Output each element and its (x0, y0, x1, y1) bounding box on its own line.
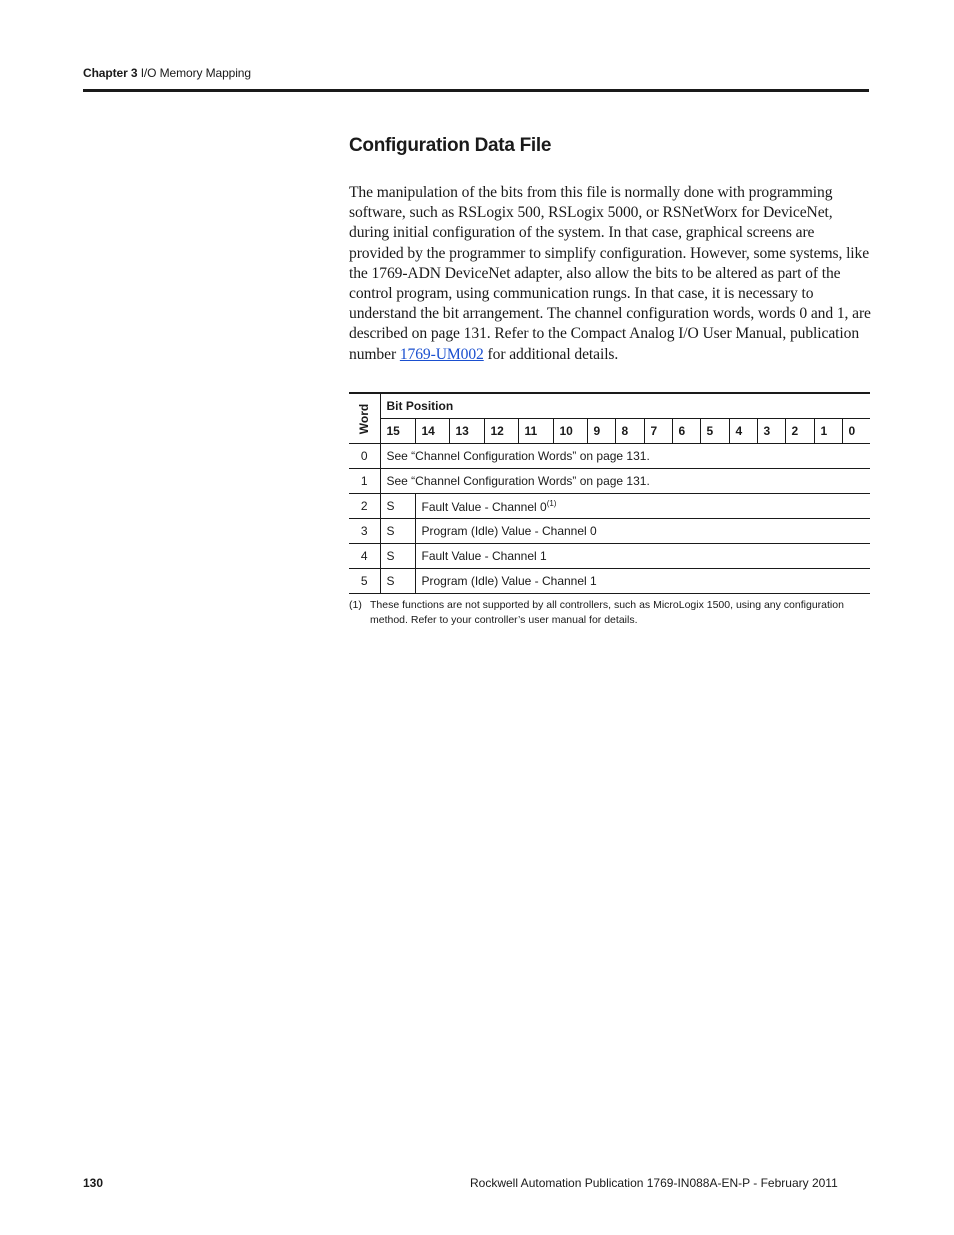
sign-bit: S (380, 494, 415, 519)
table-row (349, 444, 870, 469)
paragraph-text-end: for additional details. (483, 345, 619, 363)
bit-9: 9 (587, 419, 615, 444)
chapter-label: Chapter 3 (83, 66, 138, 80)
sign-bit: S (380, 569, 415, 594)
bit-12: 12 (484, 419, 518, 444)
bit-11: 11 (518, 419, 553, 444)
row-description: Program (Idle) Value - Channel 0 (415, 519, 870, 544)
bit-position-header: Bit Position (380, 393, 870, 419)
table-footnote (349, 598, 871, 628)
row-description: See “Channel Configuration Words” on page 131. (380, 444, 870, 469)
sign-bit: S (380, 519, 415, 544)
section-title: Configuration Data File (349, 135, 552, 156)
table-header-row (349, 393, 870, 419)
table-row (349, 469, 870, 494)
bit-7: 7 (644, 419, 672, 444)
table-row (349, 569, 870, 594)
bit-0: 0 (842, 419, 870, 444)
paragraph-text: The manipulation of the bits from this file is normally done with programming software, such as RSLogix 500, RSLogix 5000, or RSNetWorx for DeviceNet, during initial configuration of the system. In that case, graphical screens are provided by the programmer to simplify configuration. However, some systems, like the 1769-ADN DeviceNet adapter, also allow the bits to be altered as part of the control program, using communication rungs. In that case, it is necessary to understand the bit arrangement. The channel configuration words, words 0 and 1, are described on page 131. Refer to the Compact Analog I/O User Manual, publication number (349, 184, 871, 363)
footnote-mark: (1) (349, 599, 362, 611)
row-description: Fault Value - Channel 0$^{(1)}$ (415, 494, 870, 519)
word-number: 2 (349, 494, 380, 519)
footnote-ref: (1) (546, 498, 557, 508)
body-paragraph (349, 183, 871, 365)
row-description: Program (Idle) Value - Channel 1 (415, 569, 870, 594)
chapter-title: I/O Memory Mapping (140, 66, 251, 80)
bit-number-row (349, 419, 870, 444)
bit-3: 3 (757, 419, 785, 444)
word-number: 4 (349, 544, 380, 569)
table-row (349, 519, 870, 544)
row-description: Fault Value - Channel 1 (415, 544, 870, 569)
running-head (83, 66, 251, 80)
word-column-header: Word (349, 393, 380, 444)
table-row (349, 544, 870, 569)
row-description: See “Channel Configuration Words” on page 131. (380, 469, 870, 494)
publication-footer: Rockwell Automation Publication 1769-IN088A-EN-P - February 2011 (470, 1176, 838, 1190)
bit-14: 14 (415, 419, 449, 444)
publication-link[interactable]: 1769-UM002 (399, 345, 484, 363)
configuration-data-table (349, 392, 870, 594)
bit-4: 4 (729, 419, 757, 444)
word-number: 5 (349, 569, 380, 594)
bit-1: 1 (814, 419, 842, 444)
bit-6: 6 (672, 419, 700, 444)
word-number: 1 (349, 469, 380, 494)
bit-10: 10 (553, 419, 587, 444)
bit-13: 13 (449, 419, 484, 444)
word-number: 3 (349, 519, 380, 544)
page-number: 130 (83, 1176, 104, 1190)
word-number: 0 (349, 444, 380, 469)
header-rule (83, 89, 869, 92)
sign-bit: S (380, 544, 415, 569)
bit-5: 5 (700, 419, 729, 444)
bit-8: 8 (615, 419, 644, 444)
table-row (349, 494, 870, 519)
footnote-text: These functions are not supported by all controllers, such as MicroLogix 1500, using any configuration method. Refer to your controller’s user manual for details. (370, 599, 844, 626)
bit-2: 2 (785, 419, 814, 444)
bit-15: 15 (380, 419, 415, 444)
